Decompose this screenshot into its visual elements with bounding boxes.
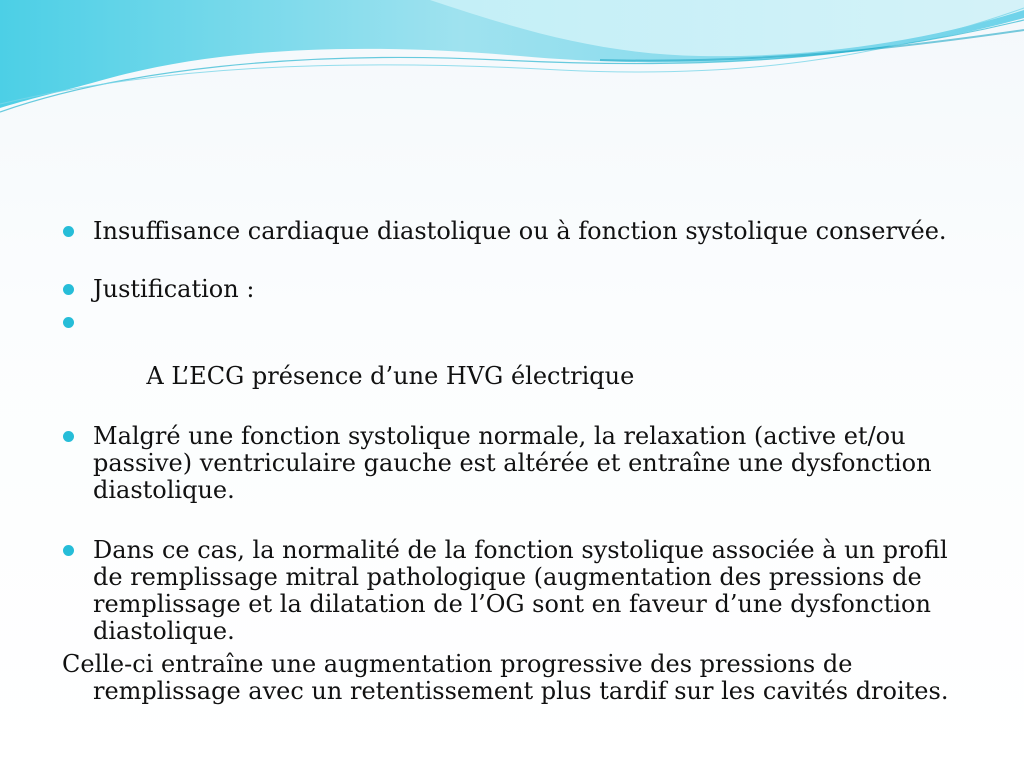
bullet-item <box>62 537 962 645</box>
bullet-dot-icon <box>63 545 74 556</box>
bullet-dot-icon <box>63 431 74 442</box>
closing-paragraph: Celle-ci entraîne une augmentation progressive des pressions de remplissage avec un retentissement plus tardif sur les cavités droites. <box>62 650 949 705</box>
bullet-item <box>62 218 962 245</box>
bullet-dot-icon <box>63 226 74 237</box>
bullet-item <box>62 276 962 303</box>
bullet-text: A L’ECG présence d’une HVG électrique <box>138 362 635 390</box>
bullet-item <box>62 423 962 504</box>
bullet-dot-icon <box>63 317 74 328</box>
bullet-text: Dans ce cas, la normalité de la fonction systolique associée à un profil de remplissage mitral pathologique (augmentation des pressions de remplissage et la dilatation de l’OG sont en faveur d’une dysfonction diastolique. <box>93 536 948 645</box>
bullet-text: Insuffisance cardiaque diastolique ou à fonction systolique conservée. <box>93 217 947 245</box>
bullet-item <box>62 309 962 417</box>
slide-body <box>62 218 962 729</box>
bullet-text: Justification : <box>93 275 255 303</box>
bullet-dot-icon <box>63 284 74 295</box>
header-wave-decoration <box>0 0 1024 130</box>
bullet-text: Malgré une fonction systolique normale, la relaxation (active et/ou passive) ventriculaire gauche est altérée et entraîne une dysfonction diastolique. <box>93 422 932 504</box>
